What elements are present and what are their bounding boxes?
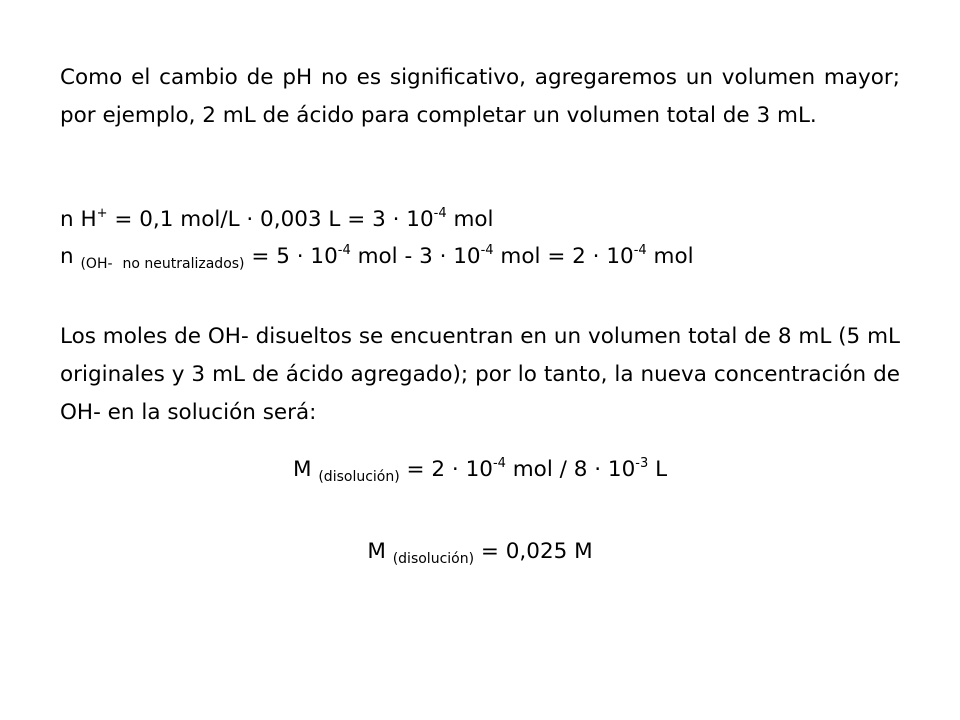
eq3-exp2: -3 — [635, 456, 649, 471]
eq2-subscript-a: (OH- — [80, 256, 113, 272]
eq3-part1: = 2 · 10 — [399, 457, 493, 482]
eq2-n: n — [60, 244, 81, 269]
eq1-charge: + — [96, 206, 108, 221]
eq2-exp2: -4 — [480, 243, 494, 258]
paragraph-intro: Como el cambio de pH no es significativo, agregaremos un volumen mayor; por ejemplo, 2 mL de ácido para completar un volumen total de 3 mL. — [60, 65, 900, 128]
paragraph-explanation: Los moles de OH- disueltos se encuentran en un volumen total de 8 mL (5 mL originales y 3 mL de ácido agregado); por lo tanto, la nueva concentración de OH- en la solución será: — [60, 324, 900, 425]
eq2-part4: mol — [646, 244, 694, 269]
eq2-subscript-b: no neutralizados) — [122, 256, 245, 272]
equation-moles-h — [60, 205, 494, 235]
eq3-part3: L — [648, 457, 668, 482]
equation-concentration — [0, 455, 960, 485]
eq4-result: = 0,025 M — [474, 539, 593, 564]
equation-result — [0, 537, 960, 567]
eq4-m: M — [367, 539, 393, 564]
eq1-lhs: n H — [60, 207, 97, 232]
equation-moles-oh — [60, 242, 694, 272]
eq2-part2: mol - 3 · 10 — [350, 244, 481, 269]
eq3-m: M — [292, 457, 319, 482]
eq1-unit: mol — [446, 207, 494, 232]
eq3-exp1: -4 — [492, 456, 506, 471]
eq1-exponent: -4 — [433, 206, 447, 221]
eq2-exp3: -4 — [633, 243, 647, 258]
eq3-subscript: (disolución) — [318, 469, 400, 485]
eq2-part1: = 5 · 10 — [244, 244, 338, 269]
eq4-subscript: (disolución) — [392, 551, 475, 567]
eq3-part2: mol / 8 · 10 — [505, 457, 636, 482]
eq2-exp1: -4 — [337, 243, 351, 258]
eq1-body: = 0,1 mol/L · 0,003 L = 3 · 10 — [107, 207, 434, 232]
eq2-part3: mol = 2 · 10 — [493, 244, 634, 269]
